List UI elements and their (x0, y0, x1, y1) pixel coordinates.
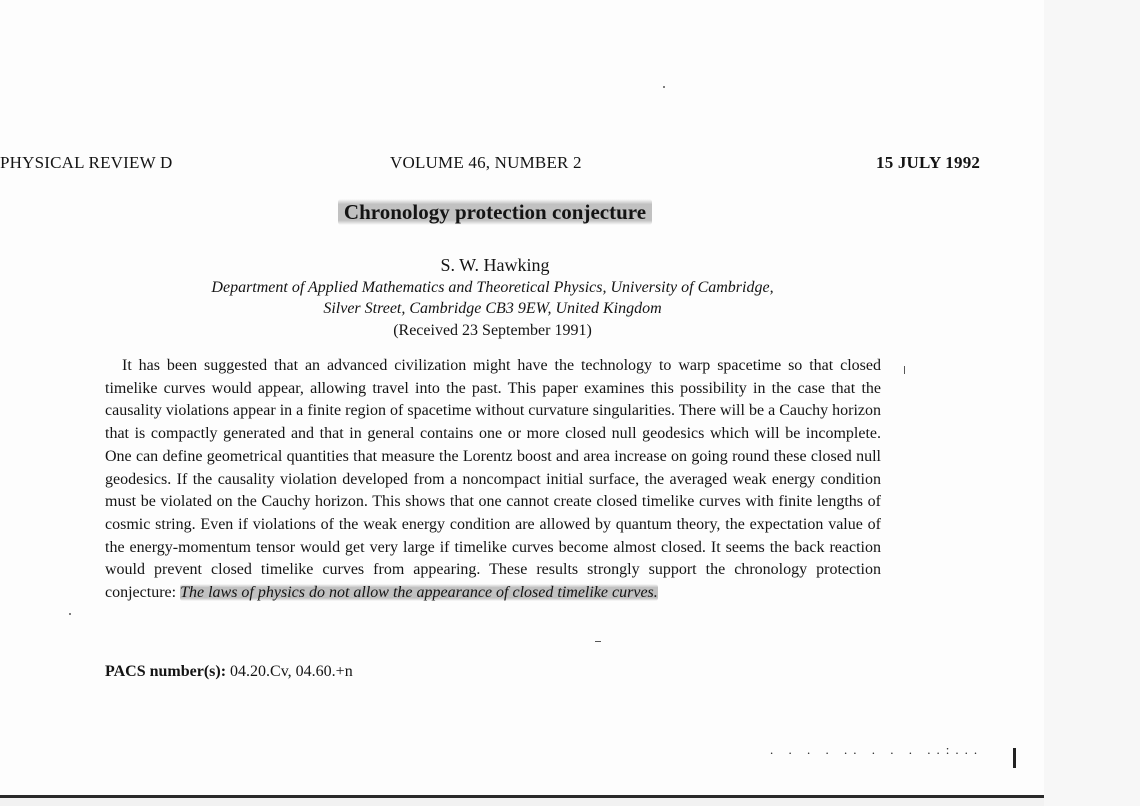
article-title-block (0, 200, 990, 225)
issue-date: 15 JULY 1992 (876, 153, 981, 172)
journal-name: PHYSICAL REVIEW D (0, 153, 173, 172)
scan-speck (69, 613, 71, 615)
abstract (105, 355, 881, 605)
pacs-value: 04.20.Cv, 04.60.+n (230, 663, 353, 680)
article-title: Chronology protection conjecture (338, 199, 652, 225)
abstract-body: It has been suggested that an advanced civilization might have the technology to warp spacetime so that closed timelike curves would appear, allowing travel into the past. This paper examines this possibility in the case that the causality violations appear in a finite region of spacetime without curvature singularities. There will be a Cauchy horizon that is compactly generated and that in general contains one or more closed null geodesics which will be incomplete. One can define geometrical quantities that measure the Lorentz boost and area increase on going round these closed null geodesics. If the causality violation developed from a noncompact initial surface, the averaged weak energy condition must be violated on the Cauchy horizon. This shows that one cannot create closed timelike curves with finite lengths of cosmic string. Even if violations of the weak energy condition are allowed by quantum theory, the expectation value of the energy-momentum tensor would get very large if timelike curves become almost closed. It seems the back reaction would prevent closed timelike curves from appearing. These results strongly support the chronology protection conjecture: (105, 357, 881, 602)
affiliation-line-2: Silver Street, Cambridge CB3 9EW, United Kingdom (323, 300, 662, 317)
page-margin (1044, 0, 1140, 806)
received-date: (Received 23 September 1991) (393, 322, 592, 339)
scan-speck (904, 366, 905, 374)
volume-number: VOLUME 46, NUMBER 2 (390, 153, 582, 172)
scan-speck (663, 86, 665, 88)
scan-border (0, 798, 1044, 806)
scan-speck (595, 641, 601, 642)
margin-mark (1013, 748, 1016, 768)
author-name: S. W. Hawking (440, 255, 550, 275)
pacs-label: PACS number(s): (105, 663, 227, 680)
affiliation-line-1: Department of Applied Mathematics and Theoretical Physics, University of Cambridge, (211, 279, 774, 296)
bleed-through-text: . . . . .. . . . ..:... (770, 742, 984, 757)
pacs-numbers (105, 663, 353, 681)
abstract-conclusion: The laws of physics do not allow the appearance of closed timelike curves. (180, 584, 658, 602)
